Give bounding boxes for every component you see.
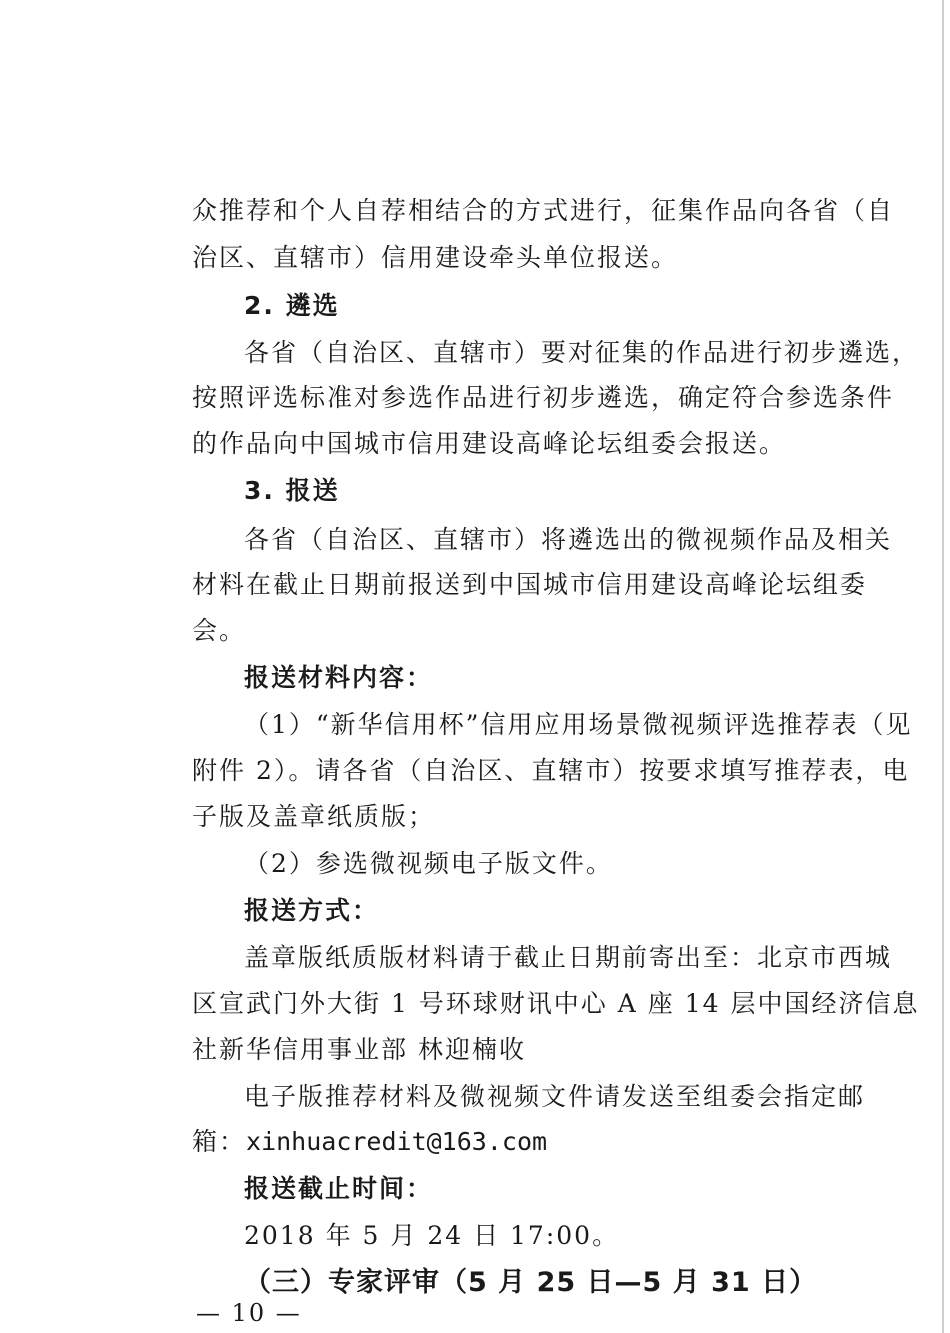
page-number: — 10 —: [196, 1299, 302, 1327]
subheading-selection: 2. 遴选: [244, 291, 340, 320]
email-address[interactable]: xinhuacredit@163.com: [246, 1127, 548, 1156]
paragraph-line: 社新华信用事业部 林迎楠收: [192, 1035, 526, 1064]
paragraph-line: 会。: [192, 616, 247, 645]
label-method: 报送方式：: [244, 896, 380, 925]
paragraph-line: 电子版推荐材料及微视频文件请发送至组委会指定邮: [244, 1082, 866, 1111]
paragraph-line: 的作品向中国城市信用建设高峰论坛组委会报送。: [192, 429, 787, 458]
subheading-submission: 3. 报送: [244, 476, 340, 505]
scan-edge: [942, 0, 944, 1333]
paragraph-line: （2）参选微视频电子版文件。: [244, 849, 613, 878]
section-heading-expert-review: （三）专家评审（5 月 25 日—5 月 31 日）: [244, 1267, 818, 1298]
paragraph-line: 治区、直辖市）信用建设牵头单位报送。: [192, 243, 679, 272]
label-deadline: 报送截止时间：: [244, 1174, 434, 1203]
paragraph-line: 各省（自治区、直辖市）将遴选出的微视频作品及相关: [244, 525, 893, 554]
paragraph-line: 盖章版纸质版材料请于截止日期前寄出至：北京市西城: [244, 943, 893, 972]
paragraph-line: [192, 1124, 802, 1160]
paragraph-line: （1）“新华信用杯”信用应用场景微视频评选推荐表（见: [244, 710, 913, 739]
paragraph-line: 区宣武门外大街 1 号环球财讯中心 A 座 14 层中国经济信息: [192, 989, 920, 1018]
paragraph-line: 附件 2）。请各省（自治区、直辖市）按要求填写推荐表，电: [192, 756, 910, 785]
paragraph-line: 材料在截止日期前报送到中国城市信用建设高峰论坛组委: [192, 570, 868, 599]
email-prefix: 箱：: [192, 1127, 247, 1156]
paragraph-line: 按照评选标准对参选作品进行初步遴选，确定符合参选条件: [192, 383, 895, 412]
paragraph-line: 众推荐和个人自荐相结合的方式进行，征集作品向各省（自: [192, 196, 895, 225]
paragraph-line: 子版及盖章纸质版；: [192, 802, 436, 831]
label-materials: 报送材料内容：: [244, 663, 434, 692]
paragraph-line: 各省（自治区、直辖市）要对征集的作品进行初步遴选，: [244, 338, 920, 367]
deadline-date: 2018 年 5 月 24 日 17:00。: [244, 1221, 620, 1250]
